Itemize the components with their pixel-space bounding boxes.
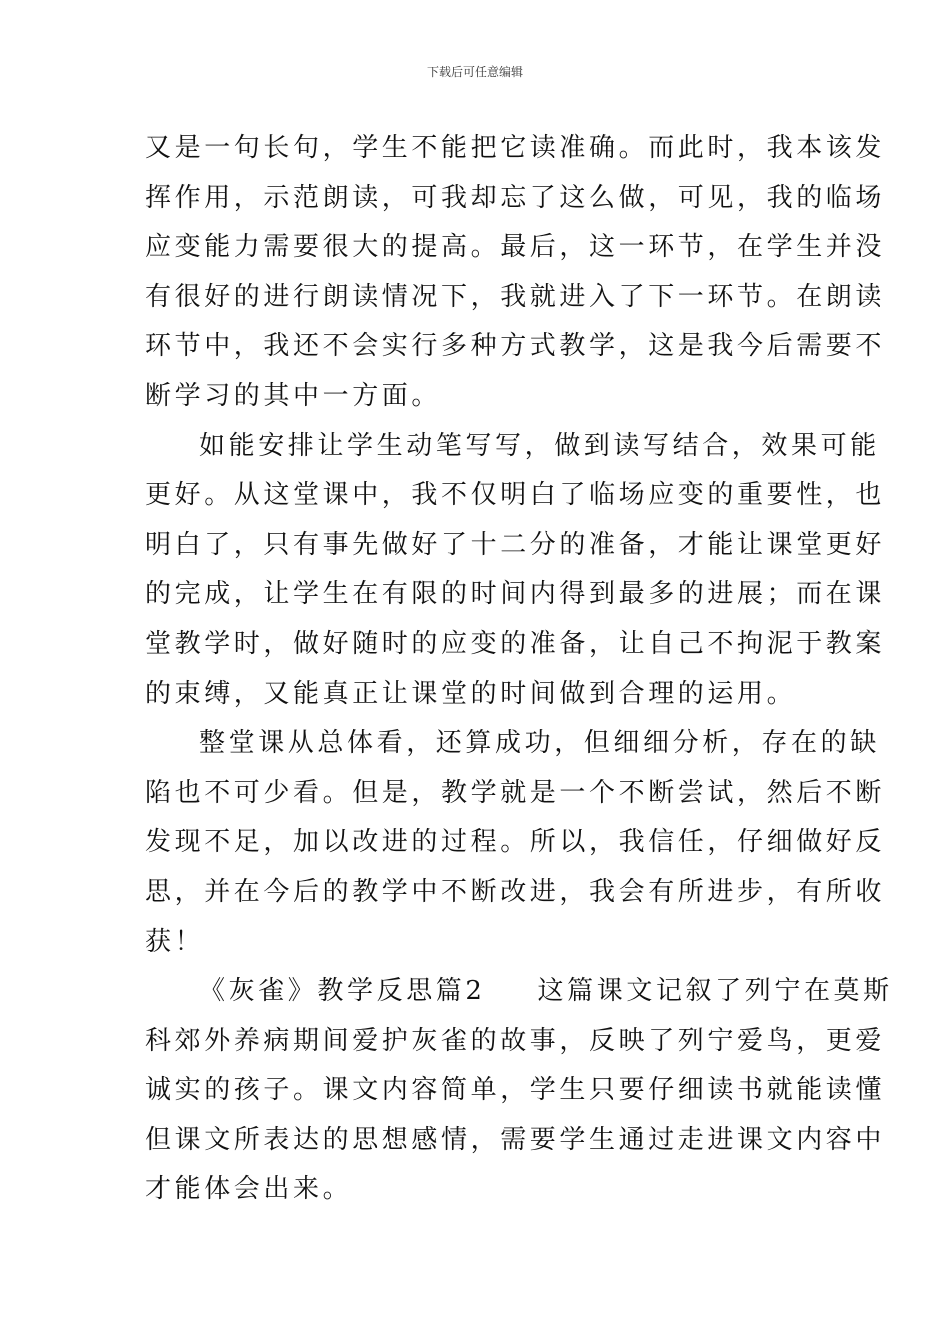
text-line: 才能体会出来。: [145, 1174, 353, 1205]
text-line: 思，并在今后的教学中不断改进，我会有所进步，有所收: [145, 876, 886, 907]
text-line: 应变能力需要很大的提高。最后，这一环节，在学生并没: [145, 232, 886, 263]
text-line: 诚实的孩子。课文内容简单，学生只要仔细读书就能读懂: [145, 1075, 886, 1106]
text-line: 获！: [145, 926, 205, 957]
text-line: 但课文所表达的思想感情，需要学生通过走进课文内容中: [145, 1124, 886, 1155]
text-line: 挥作用，示范朗读，可我却忘了这么做，可见，我的临场: [145, 182, 886, 213]
section-title: 《灰雀》教学反思篇2: [199, 976, 486, 1007]
text-line: 更好。从这堂课中，我不仅明白了临场应变的重要性，也: [145, 480, 886, 511]
section-lead-text: 这篇课文记叙了列宁在莫斯: [537, 976, 893, 1007]
text-line: 明白了，只有事先做好了十二分的准备，才能让课堂更好: [145, 529, 886, 560]
text-line: 的束缚，又能真正让课堂的时间做到合理的运用。: [145, 678, 797, 709]
text-line: 堂教学时，做好随时的应变的准备，让自己不拘泥于教案: [145, 628, 886, 659]
text-line: 断学习的其中一方面。: [145, 380, 442, 411]
text-line: 发现不足，加以改进的过程。所以，我信任，仔细做好反: [145, 827, 886, 858]
text-line: 陷也不可少看。但是，教学就是一个不断尝试，然后不断: [145, 777, 886, 808]
text-line: 环节中，我还不会实行多种方式教学，这是我今后需要不: [145, 331, 886, 362]
paragraph-first-line: 如能安排让学生动笔写写，做到读写结合，效果可能: [199, 430, 880, 461]
text-line: 又是一句长句，学生不能把它读准确。而此时，我本该发: [145, 133, 886, 163]
text-line: 有很好的进行朗读情况下，我就进入了下一环节。在朗读: [145, 281, 886, 312]
section-heading-line: [145, 967, 893, 1017]
document-body: [145, 124, 893, 1215]
page-header-note: 下载后可任意编辑: [426, 65, 523, 79]
text-line: 的完成，让学生在有限的时间内得到最多的进展；而在课: [145, 579, 886, 610]
text-line: 科郊外养病期间爱护灰雀的故事，反映了列宁爱鸟，更爱: [145, 1025, 886, 1056]
paragraph-first-line: 整堂课从总体看，还算成功，但细细分析，存在的缺: [199, 728, 880, 759]
